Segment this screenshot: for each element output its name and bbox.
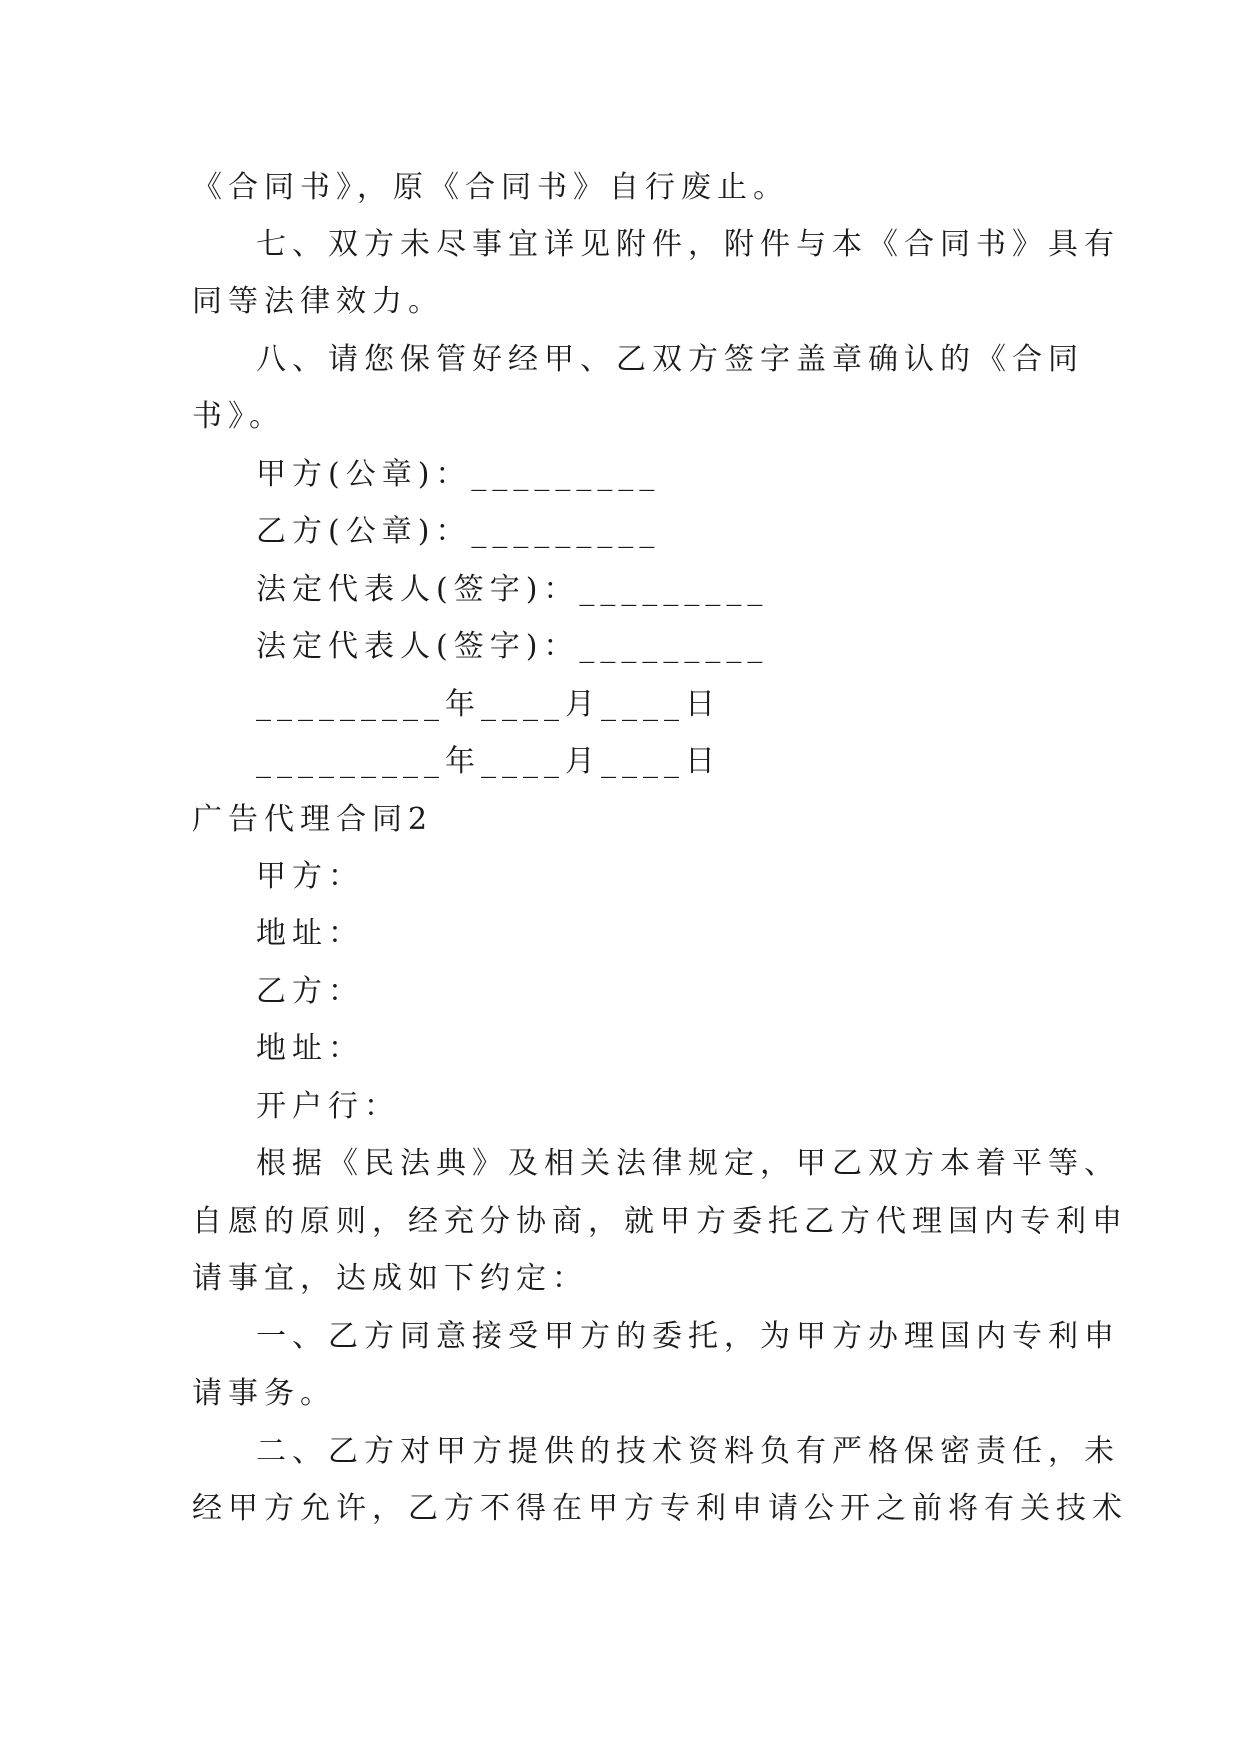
text-line: 七、双方未尽事宜详见附件，附件与本《合同书》具有 — [256, 227, 1120, 262]
field-label: 地址： — [256, 1031, 364, 1066]
text-line: 经甲方允许，乙方不得在甲方专利申请公开之前将有关技术 — [192, 1491, 1128, 1526]
text-line: 请事务。 — [192, 1376, 336, 1411]
text-line: 八、请您保管好经甲、乙双方签字盖章确认的《合同 — [256, 342, 1084, 377]
signature-line: 法定代表人(签字)：_________ — [256, 572, 769, 607]
field-label: 乙方： — [256, 974, 364, 1009]
text-line: 自愿的原则，经充分协商，就甲方委托乙方代理国内专利申 — [192, 1204, 1128, 1239]
signature-line: 法定代表人(签字)：_________ — [256, 629, 769, 664]
text-line: 根据《民法典》及相关法律规定，甲乙双方本着平等、 — [256, 1146, 1120, 1181]
signature-line: 乙方(公章)：_________ — [256, 514, 661, 549]
text-line: 《合同书》，原《合同书》自行废止。 — [192, 170, 789, 205]
signature-line: 甲方(公章)：_________ — [256, 457, 661, 492]
text-line: 一、乙方同意接受甲方的委托，为甲方办理国内专利申 — [256, 1319, 1120, 1354]
field-label: 开户行： — [256, 1089, 400, 1124]
date-line: _________年____月____日 — [256, 687, 721, 722]
field-label: 甲方： — [256, 859, 364, 894]
section-title: 广告代理合同2 — [192, 802, 434, 837]
text-line: 请事宜，达成如下约定： — [192, 1261, 588, 1296]
field-label: 地址： — [256, 916, 364, 951]
text-line: 二、乙方对甲方提供的技术资料负有严格保密责任，未 — [256, 1434, 1120, 1469]
text-line: 书》。 — [192, 399, 285, 434]
text-line: 同等法律效力。 — [192, 284, 444, 319]
date-line: _________年____月____日 — [256, 744, 721, 779]
